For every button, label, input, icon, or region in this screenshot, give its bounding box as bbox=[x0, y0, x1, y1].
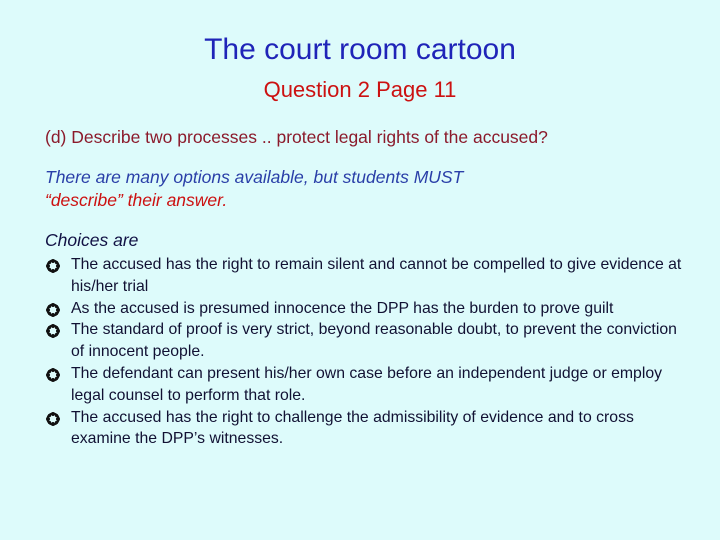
choice-item bbox=[45, 363, 685, 407]
flower-bullet-icon bbox=[45, 302, 61, 318]
choices-heading: Choices are bbox=[45, 230, 139, 250]
choices-list bbox=[45, 254, 685, 450]
choice-text: The accused has the right to challenge the admissibility of evidence and to cross examine the DPP’s witnesses. bbox=[71, 408, 634, 448]
flower-bullet-icon bbox=[45, 323, 61, 339]
note-text bbox=[45, 166, 685, 212]
choice-text: The accused has the right to remain silent and cannot be compelled to give evidence at his/her trial bbox=[71, 256, 682, 295]
slide-subtitle: Question 2 Page 11 bbox=[263, 77, 457, 102]
choice-text: The defendant can present his/her own case before an independent judge or employ legal counsel to perform that role. bbox=[71, 364, 663, 404]
choice-text: The standard of proof is very strict, beyond reasonable doubt, to prevent the conviction of innocent people. bbox=[71, 321, 677, 361]
choice-text: As the accused is presumed innocence the DPP has the burden to prove guilt bbox=[71, 299, 614, 317]
slide-title: The court room cartoon bbox=[204, 33, 516, 66]
flower-bullet-icon bbox=[45, 411, 61, 427]
choice-item bbox=[45, 254, 685, 298]
question-text: (d) Describe two processes .. protect legal rights of the accused? bbox=[45, 127, 548, 147]
flower-bullet-icon bbox=[45, 367, 61, 383]
choice-item bbox=[45, 319, 685, 363]
choice-item bbox=[45, 298, 685, 320]
note-part-2-describe: “describe” their answer. bbox=[45, 190, 228, 210]
choice-item bbox=[45, 407, 685, 451]
flower-bullet-icon bbox=[45, 258, 61, 274]
note-part-1: There are many options available, but students MUST bbox=[45, 167, 464, 187]
